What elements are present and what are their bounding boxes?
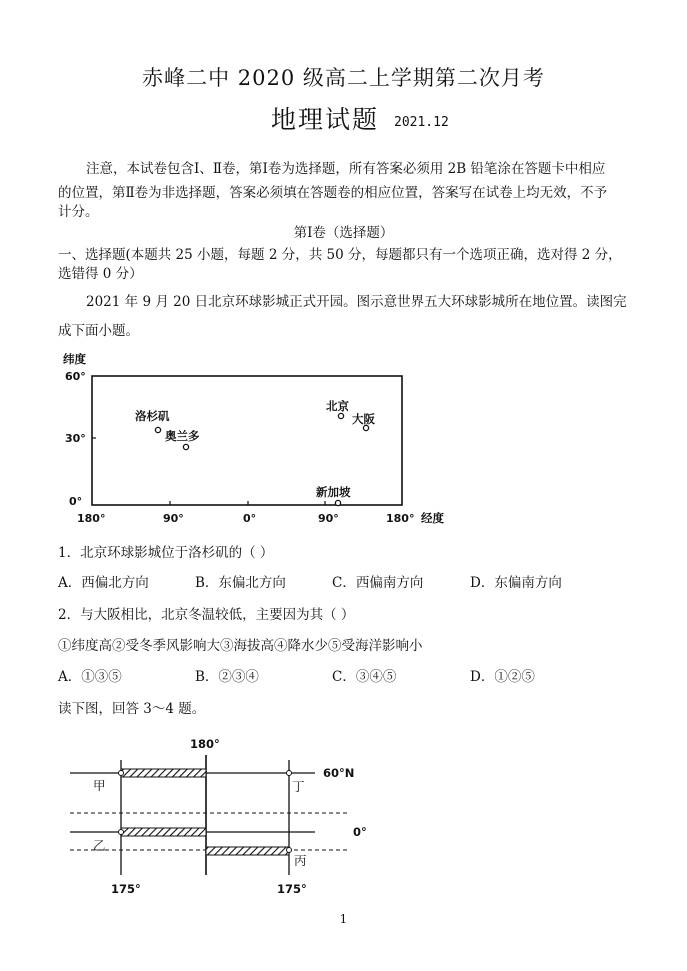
map1-xtick-90w: 90° <box>163 512 184 525</box>
map1-xtick-180e: 180° <box>386 512 415 525</box>
q1-stem: 1．北京环球影城位于洛杉矶的（ ） <box>58 545 274 561</box>
label-beijing: 北京 <box>326 399 349 413</box>
marker-osaka <box>363 425 368 430</box>
map2-label-175-right: 175° <box>277 882 307 896</box>
q1-option-c: C．西偏南方向 <box>332 575 424 591</box>
label-jia: 甲 <box>93 778 106 793</box>
part-intro-line-2: 选错得 0 分） <box>58 266 143 282</box>
map1-ytick-0: 0° <box>69 495 83 508</box>
exam-school-title: 赤峰二中 2020 级高二上学期第二次月考 <box>142 66 545 90</box>
marker-singapore <box>335 500 340 505</box>
q2-option-b: B．②③④ <box>195 669 259 685</box>
q1-option-b: B．东偏北方向 <box>195 575 286 591</box>
marker-beijing <box>338 413 343 418</box>
date-line-diagram <box>65 735 385 900</box>
map2-label-175-left: 175° <box>111 882 141 896</box>
map1-xtick-0: 0° <box>243 512 257 525</box>
q2-option-d: D．①②⑤ <box>470 669 535 685</box>
map1-y-title: 纬度 <box>63 352 86 366</box>
label-osaka: 大阪 <box>352 412 375 426</box>
label-ding: 丁 <box>292 779 305 794</box>
map1-xtick-90e: 90° <box>318 512 339 525</box>
hatched-bar-top <box>121 769 206 777</box>
marker-los-angeles <box>155 427 160 432</box>
notice-line-2: 的位置，第Ⅱ卷为非选择题，答案必须填在答题卷的相应位置，答案写在试卷上均无效，不予 <box>58 185 608 201</box>
marker-orlando <box>183 444 188 449</box>
notice-line-1: 注意，本试卷包含Ⅰ、Ⅱ卷，第Ⅰ卷为选择题，所有答案必须用 2B 铅笔涂在答题卡中相应 <box>86 161 606 177</box>
section-title: 第Ⅰ卷（选择题） <box>293 225 394 241</box>
q2-stem: 2．与大阪相比，北京冬温较低，主要因为其（ ） <box>58 607 355 623</box>
read-figure-instruction: 读下图，回答 3～4 题。 <box>58 701 206 717</box>
q2-option-c: C．③④⑤ <box>332 669 397 685</box>
exam-subject-title: 地理试题 <box>271 105 380 134</box>
hatched-bar-bottom <box>206 847 289 855</box>
map1-xtick-180w: 180° <box>77 512 106 525</box>
hatched-bar-middle <box>121 828 206 836</box>
q1-option-d: D．东偏南方向 <box>470 575 562 591</box>
universal-studios-location-map <box>55 348 475 528</box>
notice-line-3: 计分。 <box>58 204 99 220</box>
map1-ytick-30: 30° <box>65 432 86 445</box>
map1-ytick-60: 60° <box>65 370 86 383</box>
passage-line-2: 成下面小题。 <box>58 323 139 339</box>
passage-line-1: 2021 年 9 月 20 日北京环球影城正式开园。图示意世界五大环球影城所在地位置。读图完 <box>86 294 627 310</box>
map1-frame <box>92 376 402 505</box>
label-los-angeles: 洛杉矶 <box>135 409 170 423</box>
label-yi: 乙 <box>93 838 106 853</box>
q2-items: ①纬度高②受冬季风影响大③海拔高④降水少⑤受海洋影响小 <box>58 638 423 654</box>
map2-label-60n: 60°N <box>323 766 355 780</box>
label-orlando: 奥兰多 <box>165 429 200 443</box>
label-singapore: 新加坡 <box>316 485 351 499</box>
map2-label-0: 0° <box>353 825 367 839</box>
part-intro-line-1: 一、选择题(本题共 25 小题，每题 2 分，共 50 分，每题都只有一个选项正确，选对得 2 分， <box>58 247 622 263</box>
q2-option-a: A．①③⑤ <box>58 669 122 685</box>
map1-x-title: 经度 <box>421 511 444 525</box>
exam-date: 2021.12 <box>394 115 449 130</box>
page-number: 1 <box>339 912 348 926</box>
map2-label-180: 180° <box>190 737 220 751</box>
q1-option-a: A．西偏北方向 <box>58 575 149 591</box>
label-bing: 丙 <box>294 853 307 868</box>
